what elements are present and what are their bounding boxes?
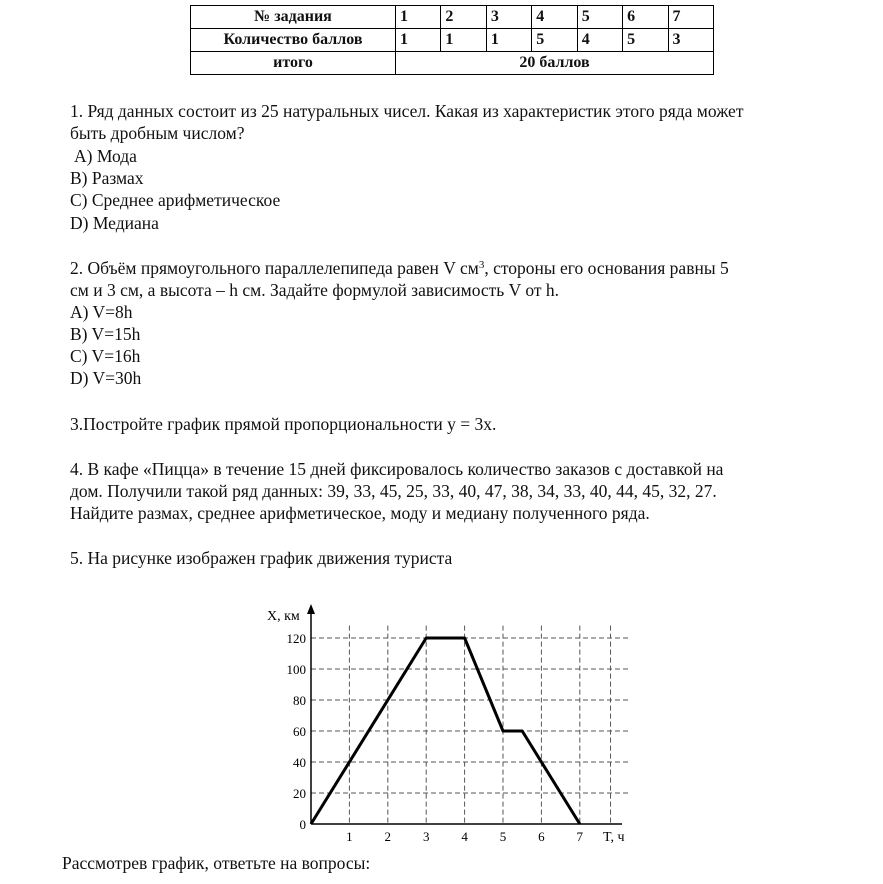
x-tick-label: 2: [384, 829, 392, 844]
q2-option-d: D) V=30h: [70, 368, 142, 388]
q2-text-line1-b: , стороны его основания равны 5: [484, 258, 729, 278]
q5-text: 5. На рисунке изображен график движения туриста: [70, 548, 453, 568]
q1-option-b: B) Размах: [70, 168, 144, 188]
q2-option-c: C) V=16h: [70, 346, 141, 366]
task-number-label: № задания: [191, 6, 396, 29]
chart-ticks: [287, 631, 584, 844]
y-axis-arrow: [307, 604, 315, 614]
x-tick-label: 7: [576, 829, 584, 844]
q2-text-line1-a: 2. Объём прямоугольного параллелепипеда равен V см: [70, 258, 479, 278]
q2-text-line2: см и 3 см, а высота – h см. Задайте формулой зависимость V от h.: [70, 280, 560, 300]
task-number-cell: 4: [532, 6, 577, 29]
task-number-cell: 3: [486, 6, 531, 29]
y-axis-label: X, км: [267, 609, 300, 624]
x-tick-label: 4: [461, 829, 468, 844]
y-tick-label: 100: [286, 662, 306, 677]
x-tick-label: 1: [346, 829, 353, 844]
score-table: [190, 5, 714, 75]
y-tick-label: 120: [286, 631, 306, 646]
q3-text: 3.Постройте график прямой пропорциональности y = 3x.: [70, 414, 497, 434]
q4-text-line2: дом. Получили такой ряд данных: 39, 33, 45, 25, 33, 40, 47, 38, 34, 33, 40, 44, 45, 32, 27.: [70, 481, 717, 501]
q2-superscript: 3: [478, 259, 485, 271]
points-cell: 4: [577, 29, 622, 52]
points-cell: 1: [441, 29, 486, 52]
y-tick-label: 20: [293, 786, 306, 801]
task-number-row: [191, 6, 714, 29]
x-axis-label: T, ч: [603, 830, 625, 845]
task-number-cell: 2: [441, 6, 486, 29]
points-label: Количество баллов: [191, 29, 396, 52]
points-cell: 5: [623, 29, 668, 52]
q1-option-c: C) Среднее арифметическое: [70, 190, 281, 210]
total-row: [191, 52, 714, 75]
q1-option-d: D) Медиана: [70, 213, 159, 233]
q5-footer: Рассмотрев график, ответьте на вопросы:: [62, 853, 371, 873]
task-number-cell: 6: [623, 6, 668, 29]
q1-text-line2: быть дробным числом?: [70, 123, 245, 143]
x-tick-label: 3: [422, 829, 430, 844]
y-tick-label: 80: [293, 693, 306, 708]
tourist-motion-graph: [255, 598, 645, 848]
y-tick-label: 60: [293, 724, 306, 739]
x-tick-label: 6: [538, 829, 545, 844]
q4-text-line3: Найдите размах, среднее арифметическое, моду и медиану полученного ряда.: [70, 503, 650, 523]
q1-text-line1: 1. Ряд данных состоит из 25 натуральных чисел. Какая из характеристик этого ряда может: [70, 101, 744, 121]
y-tick-label: 0: [299, 817, 306, 832]
q2-option-b: B) V=15h: [70, 324, 141, 344]
task-number-cell: 7: [668, 6, 713, 29]
q4-text-line1: 4. В кафе «Пицца» в течение 15 дней фиксировалось количество заказов с доставкой на: [70, 459, 724, 479]
y-tick-label: 40: [293, 755, 306, 770]
x-tick-label: 5: [499, 829, 507, 844]
task-number-cell: 1: [396, 6, 441, 29]
points-row: [191, 29, 714, 52]
points-cell: 3: [668, 29, 713, 52]
task-number-cell: 5: [577, 6, 622, 29]
total-label: итого: [191, 52, 396, 75]
q1-option-a: A) Мода: [74, 146, 137, 166]
q2-text-line1: [70, 257, 729, 279]
points-cell: 5: [532, 29, 577, 52]
q2-option-a: A) V=8h: [70, 302, 133, 322]
points-cell: 1: [486, 29, 531, 52]
total-value: 20 баллов: [396, 52, 714, 75]
points-cell: 1: [396, 29, 441, 52]
